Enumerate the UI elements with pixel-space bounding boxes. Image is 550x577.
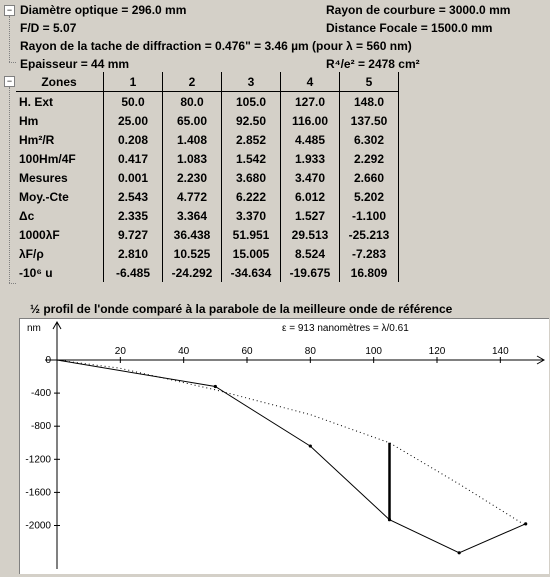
table-cell: 1.933 <box>281 149 340 168</box>
tree-connector <box>9 283 16 284</box>
table-cell: 15.005 <box>222 244 281 263</box>
table-cell: 2.810 <box>104 244 163 263</box>
wavefront-chart <box>19 318 549 574</box>
column-header-zone-5: 5 <box>340 72 399 92</box>
table-cell: 2.543 <box>104 187 163 206</box>
table-header-row <box>16 72 399 92</box>
x-tick-label: 140 <box>491 346 509 357</box>
diametre-text: Diamètre optique = 296.0 mm <box>20 3 187 17</box>
column-header-zone-3: 3 <box>222 72 281 92</box>
table-cell: 2.230 <box>163 168 222 187</box>
table-cell: 6.302 <box>340 130 399 149</box>
x-tick-label: 20 <box>114 346 126 357</box>
collapse-table-icon[interactable]: − <box>4 76 15 87</box>
column-header-zones: Zones <box>16 72 104 92</box>
table-row <box>16 149 399 168</box>
table-cell: 1.542 <box>222 149 281 168</box>
y-tick-label: 0 <box>45 355 51 366</box>
tree-connector <box>9 62 16 63</box>
y-axis-label: nm <box>27 323 41 334</box>
table-cell: 5.202 <box>340 187 399 206</box>
row-label: Moy.-Cte <box>16 187 104 206</box>
table-cell: 0.417 <box>104 149 163 168</box>
table-row <box>16 168 399 187</box>
table-row <box>16 92 399 112</box>
table-row <box>16 206 399 225</box>
table-cell: 50.0 <box>104 92 163 112</box>
table-cell: 9.727 <box>104 225 163 244</box>
chart-svg <box>20 319 549 574</box>
table-cell: 51.951 <box>222 225 281 244</box>
table-cell: 36.438 <box>163 225 222 244</box>
collapse-header-icon[interactable]: − <box>4 5 15 16</box>
table-cell: -24.292 <box>163 263 222 282</box>
chart-title: ½ profil de l'onde comparé à la parabole de la meilleure onde de référence <box>30 302 453 316</box>
x-tick-label: 60 <box>241 346 253 357</box>
table-cell: 3.680 <box>222 168 281 187</box>
table-cell: 25.00 <box>104 111 163 130</box>
table-row <box>16 225 399 244</box>
table-row <box>16 187 399 206</box>
table-cell: 2.335 <box>104 206 163 225</box>
table-row <box>16 263 399 282</box>
table-cell: 4.772 <box>163 187 222 206</box>
table-cell: 6.012 <box>281 187 340 206</box>
table-cell: 105.0 <box>222 92 281 112</box>
table-cell: 3.470 <box>281 168 340 187</box>
table-row <box>16 244 399 263</box>
table-cell: 8.524 <box>281 244 340 263</box>
column-header-zone-1: 1 <box>104 72 163 92</box>
zones-table <box>16 72 399 282</box>
row-label: λF/ρ <box>16 244 104 263</box>
epaisseur-text: Epaisseur = 44 mm <box>20 57 130 71</box>
table-cell: -34.634 <box>222 263 281 282</box>
x-tick-label: 80 <box>304 346 316 357</box>
table-cell: 6.222 <box>222 187 281 206</box>
rayon-courbure-text: Rayon de courbure = 3000.0 mm <box>326 3 511 17</box>
row-label: Hm²/R <box>16 130 104 149</box>
table-cell: 2.660 <box>340 168 399 187</box>
chart-annotation: ε = 913 nanomètres = λ/0.61 <box>282 323 409 334</box>
fd-text: F/D = 5.07 <box>20 21 77 35</box>
profile-point <box>524 522 527 525</box>
table-cell: 0.208 <box>104 130 163 149</box>
table-cell: 2.292 <box>340 149 399 168</box>
row-label: 1000λF <box>16 225 104 244</box>
table-cell: 2.852 <box>222 130 281 149</box>
table-row <box>16 130 399 149</box>
y-tick-label: -1200 <box>25 454 51 466</box>
table-row <box>16 111 399 130</box>
reference-parabola-line <box>57 360 526 526</box>
table-cell: -1.100 <box>340 206 399 225</box>
table-cell: -25.213 <box>340 225 399 244</box>
table-cell: 3.364 <box>163 206 222 225</box>
table-cell: 16.809 <box>340 263 399 282</box>
x-tick-label: 100 <box>365 346 383 357</box>
table-cell: 1.083 <box>163 149 222 168</box>
table-cell: -19.675 <box>281 263 340 282</box>
table-cell: 127.0 <box>281 92 340 112</box>
profile-point <box>214 385 217 388</box>
tree-connector <box>9 16 10 62</box>
table-cell: 1.408 <box>163 130 222 149</box>
table-cell: 116.00 <box>281 111 340 130</box>
table-cell: 3.370 <box>222 206 281 225</box>
table-cell: 92.50 <box>222 111 281 130</box>
row-label: H. Ext <box>16 92 104 112</box>
profile-point <box>458 551 461 554</box>
r4e2-text: R⁴/e² = 2478 cm² <box>326 57 420 71</box>
row-label: Hm <box>16 111 104 130</box>
wavefront-profile-line <box>57 360 526 553</box>
table-cell: 65.00 <box>163 111 222 130</box>
column-header-zone-2: 2 <box>163 72 222 92</box>
y-tick-label: -2000 <box>25 520 51 532</box>
table-cell: -7.283 <box>340 244 399 263</box>
table-cell: 80.0 <box>163 92 222 112</box>
column-header-zone-4: 4 <box>281 72 340 92</box>
table-cell: 137.50 <box>340 111 399 130</box>
table-cell: 29.513 <box>281 225 340 244</box>
table-cell: 0.001 <box>104 168 163 187</box>
y-tick-label: -400 <box>30 388 51 400</box>
table-cell: 10.525 <box>163 244 222 263</box>
table-cell: -6.485 <box>104 263 163 282</box>
row-label: Δc <box>16 206 104 225</box>
y-tick-label: -1600 <box>25 487 51 499</box>
y-tick-label: -800 <box>30 421 51 433</box>
table-cell: 148.0 <box>340 92 399 112</box>
row-label: -10⁶ u <box>16 263 104 282</box>
row-label: Mesures <box>16 168 104 187</box>
rayon-tache-text: Rayon de la tache de diffraction = 0.476" = 3.46 µm (pour λ = 560 nm) <box>20 39 412 53</box>
table-cell: 1.527 <box>281 206 340 225</box>
profile-point <box>309 444 312 447</box>
row-label: 100Hm/4F <box>16 149 104 168</box>
x-tick-label: 40 <box>178 346 190 357</box>
tree-connector <box>9 87 10 283</box>
table-cell: 4.485 <box>281 130 340 149</box>
distance-focale-text: Distance Focale = 1500.0 mm <box>326 21 493 35</box>
x-tick-label: 120 <box>428 346 446 357</box>
